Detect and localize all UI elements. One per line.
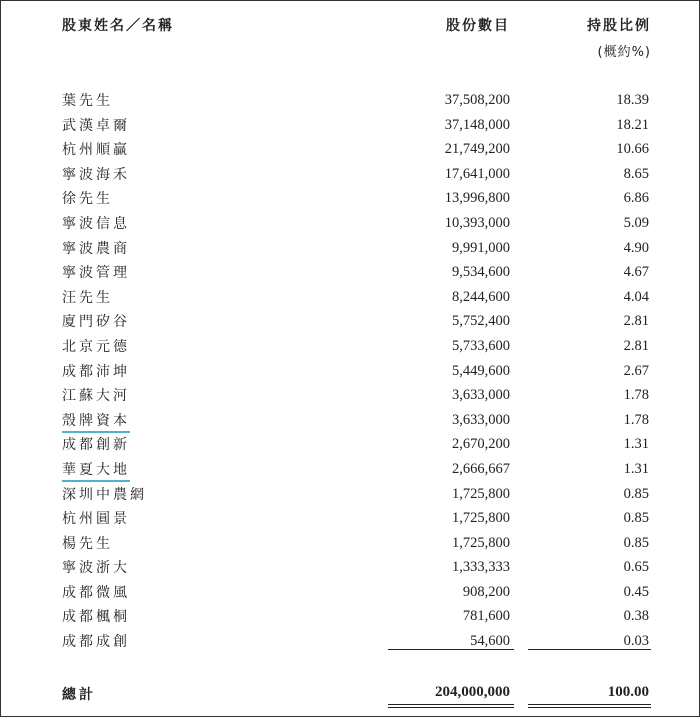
table-row xyxy=(1,384,699,409)
share-count: 1,725,800 xyxy=(452,485,510,502)
shareholder-name: 杭州圓景 xyxy=(62,511,130,528)
shareholder-name: 寧波管理 xyxy=(62,265,130,282)
shareholder-name: 杭州順贏 xyxy=(62,142,130,159)
shareholder-name: 葉先生 xyxy=(62,93,113,109)
share-count: 2,666,667 xyxy=(452,460,510,477)
share-count: 5,449,600 xyxy=(452,362,510,379)
shareholding-percentage-header: 持股比例 xyxy=(587,18,651,34)
table-row xyxy=(1,138,699,163)
shareholder-name: 徐先生 xyxy=(62,191,113,208)
table-row xyxy=(1,212,699,237)
table-row xyxy=(1,556,699,581)
share-count: 21,749,200 xyxy=(444,141,510,158)
shareholder-name: 江蘇大河 xyxy=(62,388,130,405)
table-row xyxy=(1,581,699,606)
table-row xyxy=(1,187,699,212)
shareholder-name: 成都楓桐 xyxy=(62,609,130,626)
share-percentage: 0.38 xyxy=(623,608,649,625)
pct-total-double-rule-top xyxy=(528,704,651,705)
share-count: 37,508,200 xyxy=(444,92,510,108)
share-count: 9,991,000 xyxy=(452,239,510,256)
pct-subtotal-rule xyxy=(528,649,651,650)
shareholder-name: 寧波信息 xyxy=(62,215,130,232)
share-percentage: 10.66 xyxy=(616,141,649,158)
shareholder-name: 廈門矽谷 xyxy=(62,314,130,331)
table-row xyxy=(1,237,699,262)
shareholder-name: 寧波浙大 xyxy=(62,560,130,577)
share-count: 9,534,600 xyxy=(452,264,510,281)
table-row xyxy=(1,532,699,557)
shares-subtotal-rule xyxy=(388,649,514,650)
shareholder-name-header: 股東姓名／名稱 xyxy=(62,18,174,34)
share-percentage: 0.03 xyxy=(623,633,649,650)
shareholder-name: 成都創新 xyxy=(62,437,130,454)
table-row xyxy=(1,630,699,655)
share-percentage: 4.04 xyxy=(623,288,649,305)
table-row xyxy=(1,335,699,360)
table-row xyxy=(1,310,699,335)
share-count: 1,725,800 xyxy=(452,534,510,551)
share-percentage: 2.67 xyxy=(623,362,649,379)
shareholder-name: 武漢卓爾 xyxy=(62,117,130,134)
share-count: 3,633,000 xyxy=(452,387,510,404)
approximate-percent-subheader: (概約%) xyxy=(597,45,651,60)
share-percentage: 18.39 xyxy=(616,92,649,108)
shareholder-name: 寧波海禾 xyxy=(62,166,130,183)
table-row xyxy=(1,433,699,458)
shareholder-name: 深圳中農網 xyxy=(62,486,147,503)
share-percentage: 1.31 xyxy=(623,436,649,453)
table-row xyxy=(1,409,699,434)
shareholder-name: 成都沛坤 xyxy=(62,363,130,380)
shareholder-name: 殼牌資本 xyxy=(62,411,130,433)
share-percentage: 2.81 xyxy=(623,337,649,354)
share-count: 10,393,000 xyxy=(444,214,510,231)
total-percentage: 100.00 xyxy=(607,684,649,700)
share-count: 5,733,600 xyxy=(452,337,510,354)
share-count: 54,600 xyxy=(470,633,510,650)
table-row xyxy=(1,114,699,139)
shareholder-rows xyxy=(1,89,699,655)
table-row xyxy=(1,89,699,114)
share-count: 37,148,000 xyxy=(444,116,510,133)
table-row xyxy=(1,507,699,532)
shareholder-name: 華夏大地 xyxy=(62,460,130,482)
shareholder-name: 北京元德 xyxy=(62,338,130,355)
total-label: 總計 xyxy=(62,687,96,703)
share-percentage: 1.78 xyxy=(623,411,649,428)
share-count: 17,641,000 xyxy=(444,165,510,182)
share-count: 781,600 xyxy=(462,608,510,625)
share-count: 2,670,200 xyxy=(452,436,510,453)
share-percentage: 0.85 xyxy=(623,485,649,502)
table-row xyxy=(1,483,699,508)
share-percentage: 0.65 xyxy=(623,559,649,576)
share-count: 908,200 xyxy=(462,583,510,600)
share-count: 3,633,000 xyxy=(452,411,510,428)
share-percentage: 1.31 xyxy=(623,460,649,477)
shareholder-name: 楊先生 xyxy=(62,535,113,552)
share-percentage: 2.81 xyxy=(623,313,649,330)
share-percentage: 6.86 xyxy=(623,190,649,207)
share-count: 8,244,600 xyxy=(452,288,510,305)
share-count: 1,725,800 xyxy=(452,510,510,527)
table-row xyxy=(1,360,699,385)
share-count: 5,752,400 xyxy=(452,313,510,330)
share-count: 13,996,800 xyxy=(444,190,510,207)
share-percentage: 8.65 xyxy=(623,165,649,182)
share-percentage: 18.21 xyxy=(616,116,649,133)
table-row xyxy=(1,286,699,311)
shareholder-name: 成都微風 xyxy=(62,584,130,601)
share-percentage: 0.85 xyxy=(623,534,649,551)
share-percentage: 5.09 xyxy=(623,214,649,231)
table-row xyxy=(1,163,699,188)
shareholder-name: 寧波農商 xyxy=(62,240,130,257)
number-of-shares-header: 股份數目 xyxy=(446,18,510,34)
table-row xyxy=(1,458,699,483)
share-percentage: 4.67 xyxy=(623,264,649,281)
shareholder-name: 汪先生 xyxy=(62,289,113,306)
share-percentage: 0.45 xyxy=(623,583,649,600)
total-shares: 204,000,000 xyxy=(435,684,510,700)
shares-total-double-rule-top xyxy=(388,704,514,705)
share-count: 1,333,333 xyxy=(452,559,510,576)
table-row xyxy=(1,605,699,630)
shares-total-double-rule-bottom xyxy=(388,707,514,708)
table-row xyxy=(1,261,699,286)
shareholder-name: 成都成創 xyxy=(62,634,130,651)
share-percentage: 0.85 xyxy=(623,510,649,527)
pct-total-double-rule-bottom xyxy=(528,707,651,708)
share-percentage: 1.78 xyxy=(623,387,649,404)
share-percentage: 4.90 xyxy=(623,239,649,256)
